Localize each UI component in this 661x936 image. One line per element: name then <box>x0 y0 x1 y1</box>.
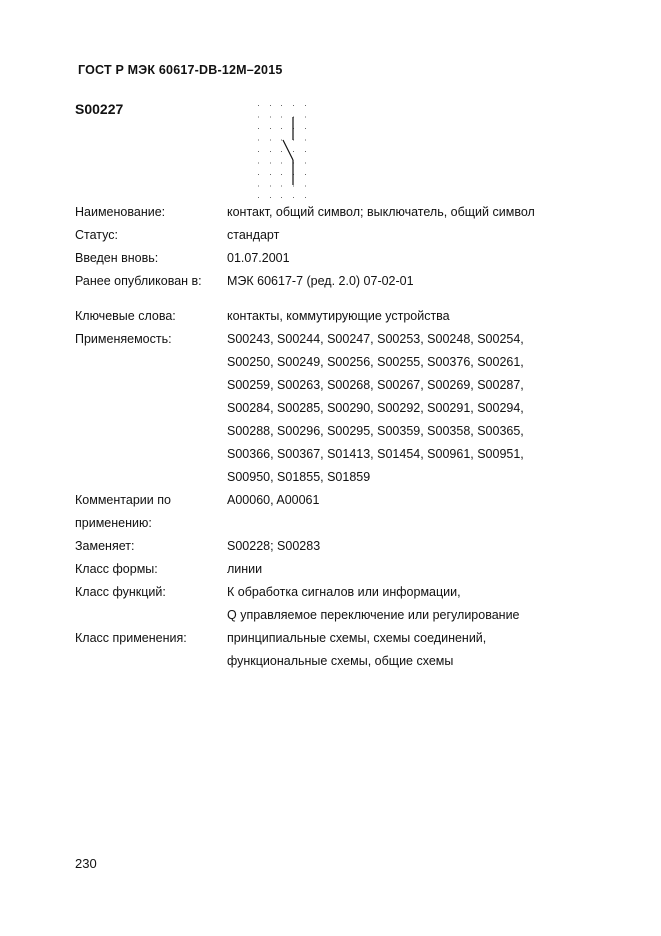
attribute-value-line: S00228; S00283 <box>227 539 321 553</box>
attribute-value <box>227 328 635 489</box>
page-number: 230 <box>75 856 97 871</box>
attribute-label-line: Класс формы: <box>75 562 158 576</box>
attribute-value-line: S00950, S01855, S01859 <box>227 470 371 484</box>
attribute-row <box>75 305 635 328</box>
attribute-row <box>75 489 635 535</box>
attribute-value-line: S00250, S00249, S00256, S00255, S00376, S00261, <box>227 355 524 369</box>
attribute-value <box>227 535 635 558</box>
attribute-value-line: контакт, общий символ; выключатель, общий символ <box>227 205 535 219</box>
attribute-value-line: функциональные схемы, общие схемы <box>227 654 454 668</box>
attribute-list <box>75 201 635 673</box>
attribute-label <box>75 224 227 247</box>
attribute-value-line: стандарт <box>227 228 280 242</box>
attribute-label <box>75 627 227 673</box>
attribute-value-line: 01.07.2001 <box>227 251 290 265</box>
attribute-value-line: S00259, S00263, S00268, S00267, S00269, S00287, <box>227 378 524 392</box>
attribute-label-line: Класс функций: <box>75 585 166 599</box>
attribute-label-line: Введен вновь: <box>75 251 159 265</box>
attribute-row <box>75 328 635 489</box>
attribute-value <box>227 270 635 293</box>
attribute-value-line: S00284, S00285, S00290, S00292, S00291, S00294, <box>227 401 524 415</box>
attribute-label-line: Применяемость: <box>75 332 172 346</box>
attribute-label <box>75 535 227 558</box>
attribute-label-line: Заменяет: <box>75 539 135 553</box>
attribute-label-line: Класс применения: <box>75 631 187 645</box>
attribute-row <box>75 627 635 673</box>
switch-contact-symbol-icon <box>253 100 311 200</box>
attribute-value-line: S00243, S00244, S00247, S00253, S00248, S00254, <box>227 332 524 346</box>
attribute-label <box>75 270 227 293</box>
attribute-value <box>227 581 635 627</box>
attribute-label-line: Ключевые слова: <box>75 309 176 323</box>
attribute-label-line: применению: <box>75 516 152 530</box>
attribute-label <box>75 247 227 270</box>
attribute-value <box>227 489 635 535</box>
attribute-value-line: К обработка сигналов или информации, <box>227 585 461 599</box>
attribute-value-line: S00366, S00367, S01413, S01454, S00961, S00951, <box>227 447 524 461</box>
attribute-row <box>75 201 635 224</box>
attribute-label <box>75 305 227 328</box>
attribute-value-line: A00060, A00061 <box>227 493 320 507</box>
attribute-label-line: Статус: <box>75 228 118 242</box>
attribute-value <box>227 201 635 224</box>
attribute-value <box>227 558 635 581</box>
attribute-row <box>75 270 635 293</box>
attribute-value-line: S00288, S00296, S00295, S00359, S00358, S00365, <box>227 424 524 438</box>
symbol-code: S00227 <box>75 101 124 117</box>
attribute-value-line: МЭК 60617-7 (ред. 2.0) 07-02-01 <box>227 274 414 288</box>
attribute-label <box>75 581 227 627</box>
attribute-value-line: контакты, коммутирующие устройства <box>227 309 450 323</box>
attribute-row <box>75 535 635 558</box>
attribute-group-secondary <box>75 305 635 673</box>
attribute-label <box>75 201 227 224</box>
attribute-value <box>227 247 635 270</box>
attribute-value <box>227 627 635 673</box>
attribute-row <box>75 224 635 247</box>
attribute-value-line: принципиальные схемы, схемы соединений, <box>227 631 487 645</box>
attribute-label <box>75 558 227 581</box>
document-header: ГОСТ Р МЭК 60617-DB-12M–2015 <box>78 63 283 77</box>
attribute-label <box>75 328 227 489</box>
attribute-value-line: Q управляемое переключение или регулирование <box>227 608 520 622</box>
attribute-value <box>227 305 635 328</box>
attribute-group-primary <box>75 201 635 293</box>
attribute-row <box>75 581 635 627</box>
attribute-label-line: Наименование: <box>75 205 166 219</box>
attribute-label-line: Ранее опубликован в: <box>75 274 202 288</box>
attribute-value-line: линии <box>227 562 263 576</box>
attribute-label-line: Комментарии по <box>75 493 171 507</box>
attribute-row <box>75 247 635 270</box>
attribute-value <box>227 224 635 247</box>
attribute-label <box>75 489 227 535</box>
attribute-row <box>75 558 635 581</box>
